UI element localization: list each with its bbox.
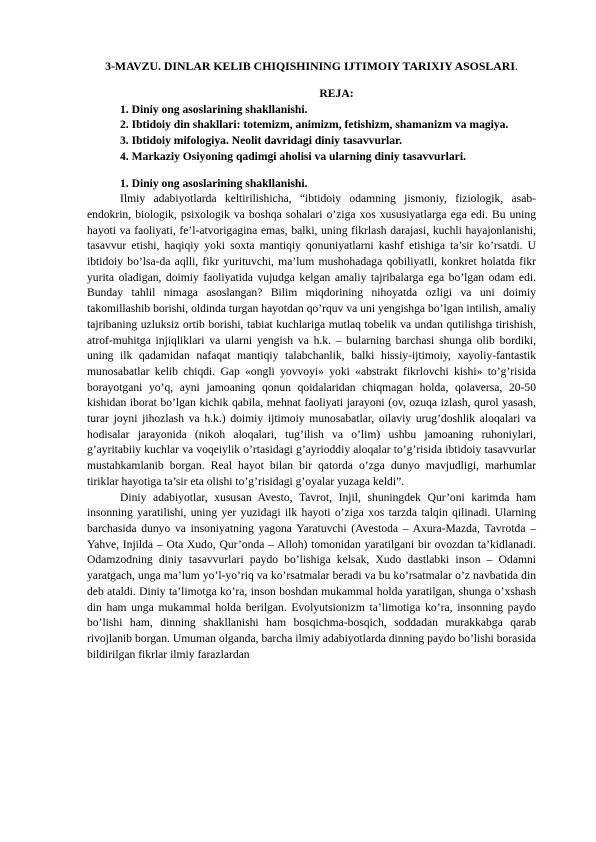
body-paragraph: Ilmiy adabiyotlarda keltirilishicha, “ibtidoiy odamning jismoniy, fiziologik, asab-endokrin, biologik, psixologik va boshqa sohalari o’ziga xos xususiyatlarga ega edi. Bu uning hayoti va faoliyati, fe’l-atvorigagina emas, balki, uning fikrlash darajasi, kuchli hayajonlanishi, tasavvur etishi, haqiqiy yoki soxta mantiqiy qonuniyatlarni kashf etishiga ta’sir ko’rsatdi. U ibtidoiy bo’lsa-da aqlli, fikr yurituvchi, ma’lum mushohadaga qobiliyatli, konkret holatda fikr yurita oladigan, doimiy faoliyatida vujudga kelgan amaliy tajribalarga ega bo’lgan odam edi. Bunday tahlil nimaga asoslangan? Bilim miqdorining nihoyatda ozligi va uni doimiy takomillashib borishi, oldinda turgan hayotdan qo’rquv va uni yengishga bo’lgan intilish, amaliy tajribaning uzluksiz ortib borishi, tabiat kuchlariga mutlaq tobelik va undan qutilishga tirishish, atrof-muhitga injiqliklari va ularni yengish va h.k. – bularning barchasi shunga olib bordiki, uning ilk qadamidan nafaqat mantiqiy talabchanlik, balki hissiy-ijtimoiy, xayoliy-fantastik munosabatlar kelib chiqdi. Gap «ongli yovvoyi» yoki «abstrakt fikrlovchi kishi» to’g’risida borayotgani yo’q, ayni jamoaning qonun qoidalaridan chiqmagan holda, qolaversa, 20-50 kishidan iborat bo’lgan kichik qabila, mehnat faoliyati jarayoni (ov, ozuqa izlash, qurol yasash, turar joyni jihozlash va h.k.) doimiy ijtimoiy munosabatlar, oilaviy urug’doshlik aloqalari va hodisalar jarayonida (nikoh aloqalari, tug’ilish va o’lim) ushbu jamoaning ruhoniylari, g’ayritabiiy kuchlar va voqeiylik o’rtasidagi g’ayrioddiy aloqalar to’g’risida ibtidoiy tasavvurlar mustahkamlanib borgan. Real hayot bilan bir qatorda o’zga dunyo mavjudligi, marhumlar tiriklar hayotiga ta’sir eta olishi to’g’risidagi g’oyalar yuzaga keldi”.	[87, 192, 536, 488]
plan-item: 4. Markaziy Osiyoning qadimgi aholisi va ularning diniy tasavvurlari.	[120, 149, 466, 163]
title-period: .	[514, 59, 518, 73]
section-heading: 1. Diniy ong asoslarining shakllanishi.	[120, 176, 308, 190]
plan-heading: REJA:	[319, 87, 354, 100]
body-paragraph: Diniy adabiyotlar, xususan Avesto, Tavrot, Injil, shuningdek Qur’oni karimda ham insonning yaratilishi, uning yer yuzidagi ilk hayoti o’ziga xos tarzda talqin qilinadi. Ularning barchasida dunyo va insoniyatning yagona Yaratuvchi (Avestoda – Axura-Mazda, Tavrotda – Yahve, Injilda – Ota Xudo, Qur’onda – Alloh) tomonidan yaratilgani bir ovozdan ta’kidlanadi. Odamzodning diniy tasavvurlari paydo bo’lishiga kelsak, Xudo dastlabki inson – Odamni yaratgach, unga ma’lum yo’l-yo’riq va ko’rsatmalar beradi va bu ko’rsatmalar o’z navbatida din deb ataldi. Diniy ta’limotga ko’ra, inson boshdan mukammal holda yaratilgan, shunga o’xshash din ham unga mukammal holda berilgan. Evolyutsionizm ta’limotiga ko’ra, insonning paydo bo’lishi ham, dinning shakllanishi ham bosqichma-bosqich, soddadan murakkabga qarab rivojlanib borgan. Umuman olganda, barcha ilmiy adabiyotlarda dinning paydo bo’lishi borasida bildirilgan fikrlar ilmiy farazlardan	[87, 490, 536, 661]
title-text: 3-MAVZU. DINLAR KELIB CHIQISHINING IJTIMOIY TARIXIY ASOSLARI	[105, 59, 515, 73]
plan-list	[87, 102, 536, 165]
document-title	[87, 58, 536, 74]
plan-item: 1. Diniy ong asoslarining shakllanishi.	[120, 102, 308, 116]
plan-item: 2. Ibtidoiy din shakllari: totemizm, animizm, fetishizm, shamanizm va magiya.	[120, 118, 509, 132]
plan-item: 3. Ibtidoiy mifologiya. Neolit davridagi diniy tasavvurlar.	[120, 134, 403, 148]
